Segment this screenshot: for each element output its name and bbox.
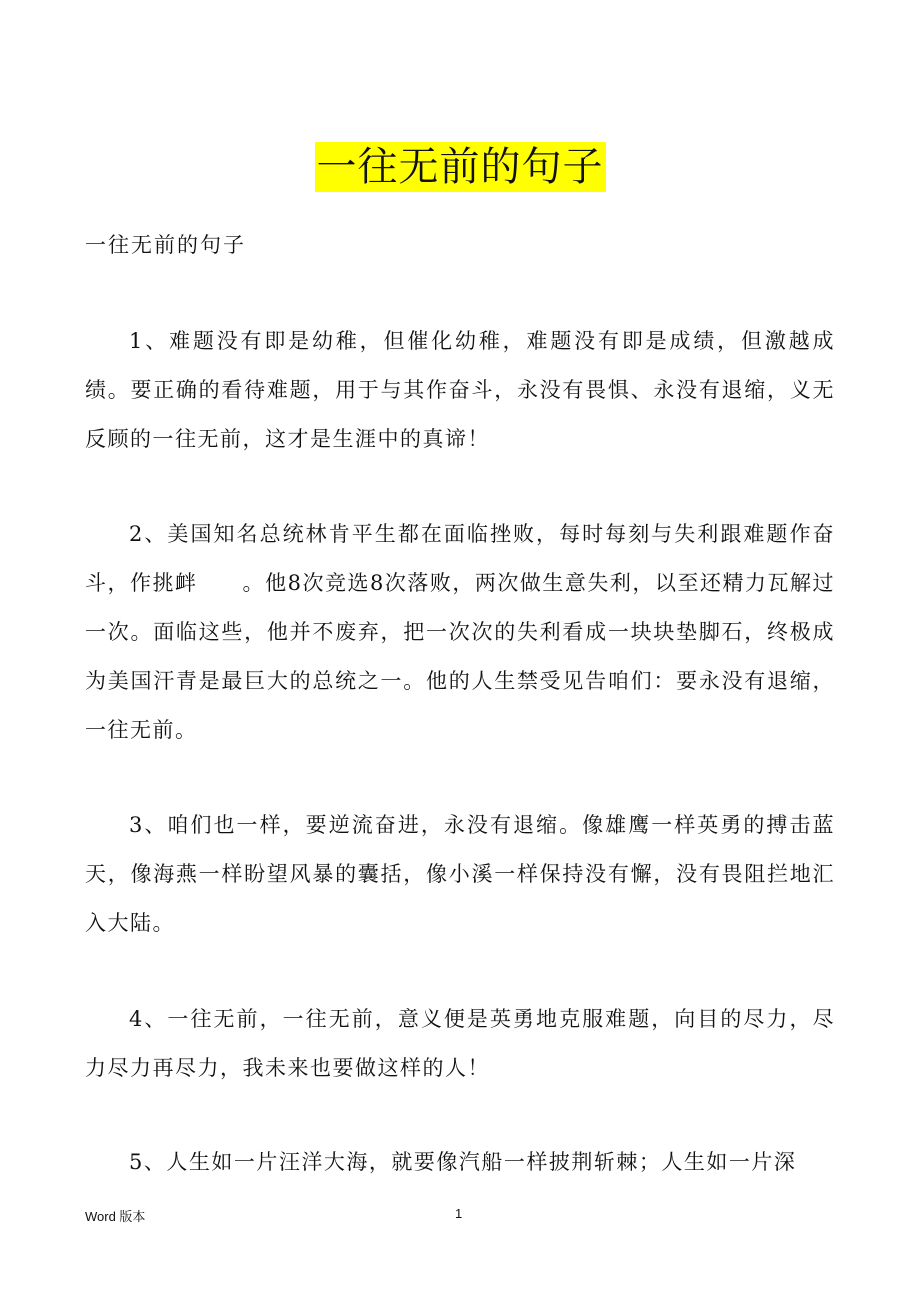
- paragraph-5: 5、人生如一片汪洋大海，就要像汽船一样披荆斩棘；人生如一片深: [129, 1150, 797, 1174]
- paragraph-2: 2、美国知名总统林肯平生都在面临挫败，每时每刻与失利跟难题作奋斗，作挑衅 。他8次竞选8次落败，两次做生意失利，以至还精力瓦解过一次。面临这些，他并不废弃，把一次次的失利看成一块块垫脚石，终极成为美国汗青是最巨大的总统之一。他的人生禁受见告咱们：要永没有退缩，一往无前。: [85, 522, 835, 742]
- page-footer: [0, 1206, 920, 1226]
- document-subtitle: 一往无前的句子: [85, 233, 246, 257]
- footer-label: Word 版本: [85, 1209, 146, 1224]
- paragraph-1: 1、难题没有即是幼稚，但催化幼稚，难题没有即是成绩，但激越成绩。要正确的看待难题，用于与其作奋斗，永没有畏惧、永没有退缩，义无反顾的一往无前，这才是生涯中的真谛！: [85, 329, 835, 451]
- paragraph-4: 4、一往无前，一往无前，意义便是英勇地克服难题，向目的尽力，尽力尽力再尽力，我未来也要做这样的人！: [85, 1007, 835, 1080]
- paragraph-3: 3、咱们也一样，要逆流奋进，永没有退缩。像雄鹰一样英勇的搏击蓝天，像海燕一样盼望风暴的囊括，像小溪一样保持没有懈，没有畏阻拦地汇入大陆。: [85, 813, 835, 935]
- page-title: 一往无前的句子: [316, 144, 604, 190]
- title-container: [0, 142, 920, 192]
- page-number: 1: [455, 1206, 463, 1221]
